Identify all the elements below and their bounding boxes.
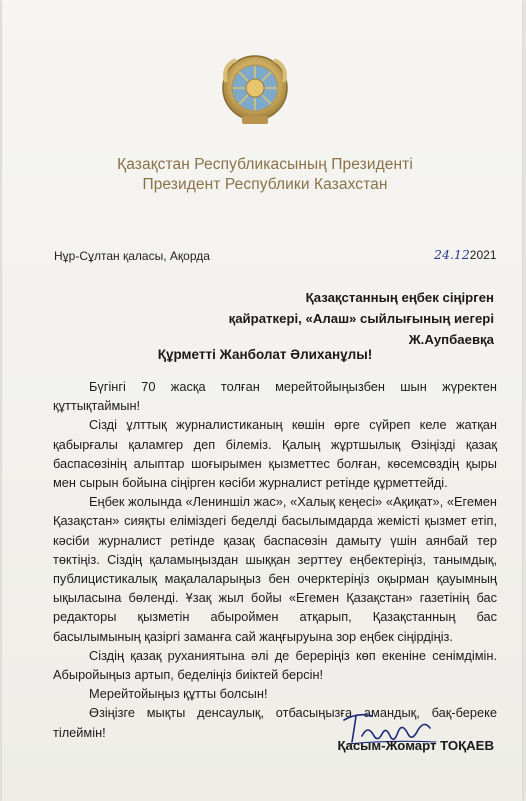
addressee-name: Ж.Аупбаевқа xyxy=(408,332,494,347)
salutation: Құрметті Жанболат Әлиханұлы! xyxy=(157,347,373,362)
letter-body xyxy=(53,377,497,742)
letter-place: Нұр-Сұлтан қаласы, Ақорда xyxy=(54,249,210,263)
addressee-line: қайраткері, «Алаш» сыйлығының иегері xyxy=(228,311,494,326)
letterhead-title-kz: Қазақстан Республикасының Президенті xyxy=(117,156,413,173)
date-handwritten: 24.12 xyxy=(434,247,470,262)
letter-date xyxy=(434,247,497,262)
body-paragraph: Сізді ұлттық журналистиканың көшін өрге сүйреп келе жатқан қабырғалы қаламгер деп білеміз. Қалың жұртшылық Өзіңізді қазақ баспасөзінің алыптар шоғырымен қызметтес болған, көсемсөздің қыры мен сырын бойына сіңірген кәсіби журналист ретінде құрметтейді. xyxy=(53,417,497,491)
addressee-block xyxy=(194,287,494,350)
letterhead-title-ru: Президент Республики Казахстан xyxy=(142,176,388,193)
signer-name: Қасым-Жомарт ТОҚАЕВ xyxy=(337,738,494,753)
addressee-line: Қазақстанның еңбек сіңірген xyxy=(305,290,494,305)
body-paragraph: Бүгінгі 70 жасқа толған мерейтойыңызбен шын жүректен құттықтаймын! xyxy=(53,379,497,414)
date-year: 2021 xyxy=(469,248,497,262)
state-emblem-icon xyxy=(220,52,290,128)
body-paragraph: Мерейтойыңыз құтты болсын! xyxy=(89,686,268,702)
letter-sheet xyxy=(2,0,522,801)
body-paragraph: Сіздің қазақ руханиятына әлі де берерiңiз көп екеніне сенімдімін. Абыройыңыз артып, беделіңіз биіктей берсін! xyxy=(53,647,497,683)
body-paragraph: Еңбек жолында «Лениншіл жас», «Халық кеңесі» «Ақиқат», «Егемен Қазақстан» сияқты еліміздегі беделді басылымдарда жемісті қызмет етіп, кәсіби журналист ретінде қазақ баспасөзін дамыту үшін аянбай тер төктіңіз. Сіздің қаламыңыздан шыққан зерттеу еңбектеріңіз, танымдық, публицистикалық мақалаларыңыз бен очерктеріңіз оқырман қауымның ықыласына бөленді. Ұзақ жыл бойы «Егемен Қазақстан» газетінің бас редакторы қызметін абыроймен атқарып, Қазақстанның бас басылымының қазіргі заманға сай жаңғыруына зор еңбек сіңірдіңіз. xyxy=(53,494,497,644)
body-paragraph: Өзіңізге мықты денсаулық, отбасыңызға амандық, бақ-береке тілеймін! xyxy=(53,705,497,740)
